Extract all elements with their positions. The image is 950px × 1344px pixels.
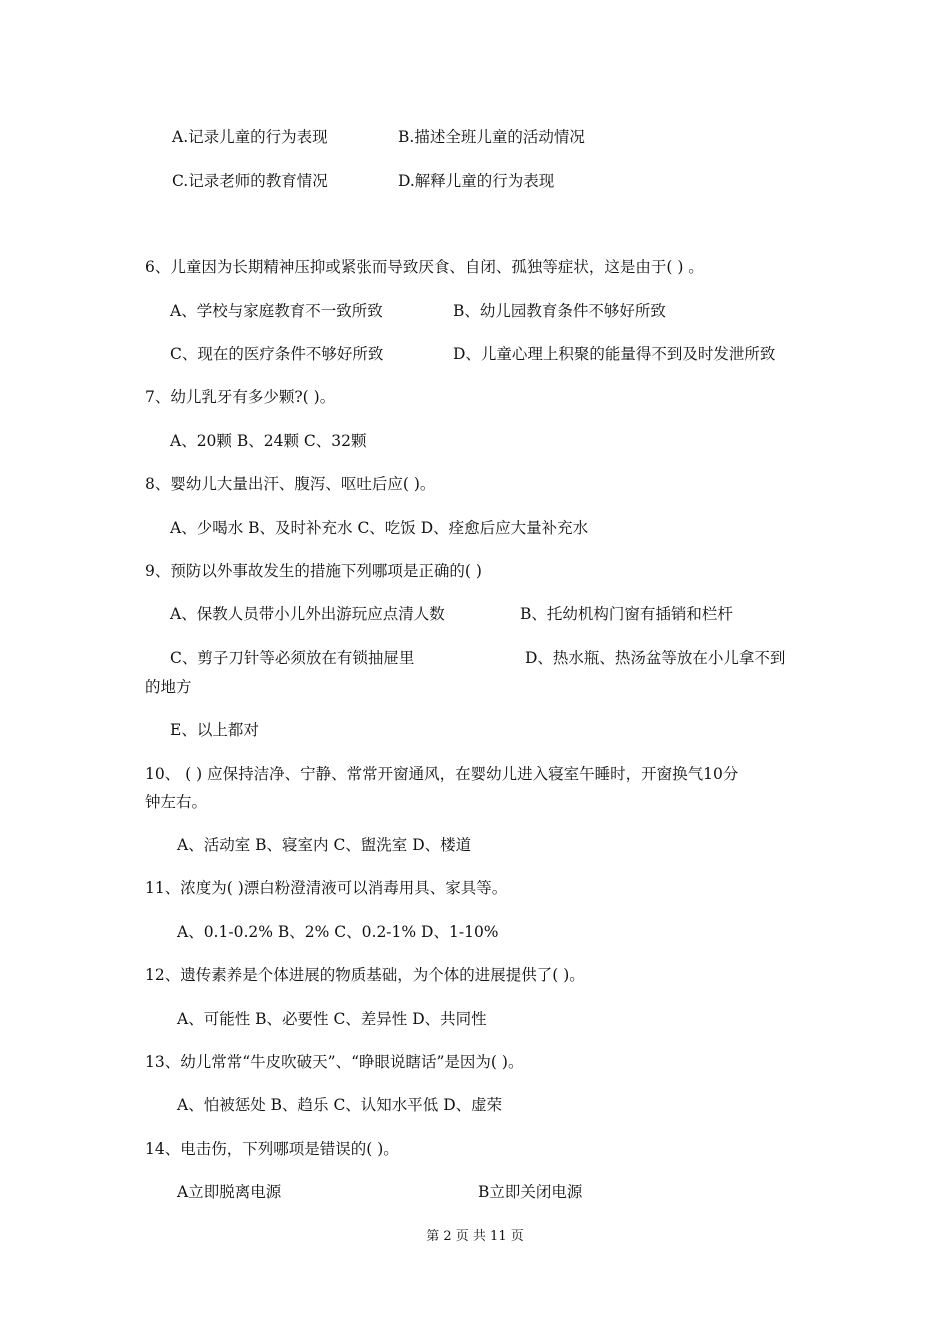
q5-option-b: B.描述全班儿童的活动情况 [398,128,585,146]
q10-stem-line2: 钟左右。 [145,793,208,811]
q9-option-c: C、剪子刀针等必须放在有锁抽屉里 [170,649,415,667]
q10-stem-line1: 10、 ( ) 应保持洁净、宁静、常常开窗通风，在婴幼儿进入寝室午睡时，开窗换气10分 [145,765,739,783]
page-number: 第 2 页 共 11 页 [426,1229,524,1244]
q6-option-b: B、幼儿园教育条件不够好所致 [453,302,666,320]
q14-option-a: A立即脱离电源 [177,1183,282,1201]
q8-stem: 8、婴幼儿大量出汗、腹泻、呕吐后应( )。 [145,475,436,493]
q8-options: A、少喝水 B、及时补充水 C、吃饭 D、痊愈后应大量补充水 [170,519,589,537]
q9-option-e: E、以上都对 [170,721,259,739]
q11-stem: 11、浓度为( )漂白粉澄清液可以消毒用具、家具等。 [145,879,508,897]
q12-options: A、可能性 B、必要性 C、差异性 D、共同性 [177,1010,487,1028]
q6-option-c: C、现在的医疗条件不够好所致 [170,345,384,363]
q11-options: A、0.1-0.2% B、2% C、0.2-1% D、1-10% [177,923,499,941]
q9-option-d-line2: 的地方 [145,678,192,696]
q13-stem: 13、幼儿常常“牛皮吹破天”、“睁眼说瞎话”是因为( )。 [145,1053,524,1071]
q9-option-a: A、保教人员带小儿外出游玩应点清人数 [170,605,445,623]
q7-options: A、20颗 B、24颗 C、32颗 [170,432,367,450]
q5-option-d: D.解释儿童的行为表现 [398,172,555,190]
q13-options: A、怕被惩处 B、趋乐 C、认知水平低 D、虚荣 [177,1096,503,1114]
q6-stem: 6、儿童因为长期精神压抑或紧张而导致厌食、自闭、孤独等症状，这是由于( ) 。 [145,258,704,276]
q9-option-d-line1: D、热水瓶、热汤盆等放在小儿拿不到 [525,649,786,667]
q5-option-c: C.记录老师的教育情况 [172,172,328,190]
q14-stem: 14、电击伤，下列哪项是错误的( )。 [145,1140,399,1158]
q6-option-d: D、儿童心理上积聚的能量得不到及时发泄所致 [453,345,776,363]
q7-stem: 7、幼儿乳牙有多少颗?( )。 [145,388,336,406]
q6-option-a: A、学校与家庭教育不一致所致 [170,302,383,320]
q10-options: A、活动室 B、寝室内 C、盥洗室 D、楼道 [177,836,472,854]
q9-stem: 9、预防以外事故发生的措施下列哪项是正确的( ) [145,562,482,580]
q5-option-a: A.记录儿童的行为表现 [172,128,328,146]
q14-option-b: B立即关闭电源 [478,1183,583,1201]
q9-option-b: B、托幼机构门窗有插销和栏杆 [520,605,733,623]
q12-stem: 12、遗传素养是个体进展的物质基础，为个体的进展提供了( )。 [145,966,585,984]
